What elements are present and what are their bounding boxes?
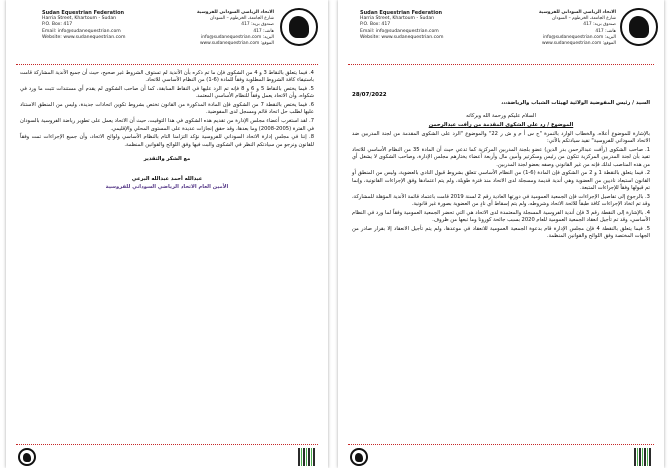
paragraph: 3. بالرجوع إلى تفاصيل الإجراءات فإن الجمعية العمومية في دورتها العادية رقم 2 لسنة 2019 قامت باعتماد قائمة الأندية المؤهلة للمشاركة، وقد تم اتخاذ الإجراءات كافة طبقاً للائحة الاتحاد وشروطه، ولم يتم إسقاط أي نادٍ من العضوية بصورة غير قانونية. xyxy=(352,193,650,208)
footer-divider xyxy=(348,444,654,445)
paragraph: 2. فيما يتعلق بالنقطة 1 و 2 من الشكوى فإن المادة (6-1) من النظام الأساسي تتعلق بشروط قبول النادي بالعضوية، وليس من المنطق أو القانون استبعاد ناديين من العضوية وهي أندية قديمة ومسجلة لدى الاتحاد منذ فترة طويلة، ولم يتم اعتمادها وفق الإجراءات القانونية، وإنما تم قبولها وفقاً للإجراءات المتبعة. xyxy=(352,170,650,191)
addressee: السيد / رئيس المفوضية الولائية لهيئات الشباب والرياضة،،، xyxy=(501,100,650,106)
email-ar: البريد: info@sudanequestrian.com xyxy=(201,34,274,40)
phone-ar: هاتف: 417 xyxy=(253,28,274,34)
federation-name-en: Sudan Equestrian Federation xyxy=(42,10,125,16)
federation-name-ar: الاتحاد الرياضي السوداني للفروسية xyxy=(197,10,274,15)
website-ar: الموقع: www.sudanequestrian.com xyxy=(199,41,274,47)
letterhead xyxy=(342,6,660,66)
federation-name-en: Sudan Equestrian Federation xyxy=(360,10,443,16)
greeting: السلام عليكم ورحمة الله وبركاته xyxy=(466,113,536,120)
letterhead-english xyxy=(360,10,490,41)
signatory-org: الاتحاد الرياضي السوداني للفروسية xyxy=(105,183,197,190)
federation-name-ar: الاتحاد الرياضي السوداني للفروسية xyxy=(539,10,616,15)
letter-footer xyxy=(338,440,664,468)
paragraph: 5. فيما يختص بالنقاط 5 و 6 و 8 فإنه تم الرد عليها في النقاط السابقة، كما أن صاحب الشكوى لم يقدم أي مستندات تثبت ما ورد في شكواه، وأن الاتحاد يعمل وفقاً للنظام الأساسي المعتمد. xyxy=(20,86,314,100)
letterhead xyxy=(10,6,324,66)
paragraph: 6. فيما يختص بالنقطة 7 من الشكوى فإن المادة المذكورة من القانون تختص بشروط تكوين اتحادات جديدة، وليس من المنطق الاستناد عليها لطلب حل اتحاد قائم ومسجل لدى المفوضية. xyxy=(20,102,314,116)
address-en: Harria Street, Khartoum - Sudan xyxy=(360,16,435,22)
website-ar: الموقع: www.sudanequestrian.com xyxy=(541,41,616,47)
signatory-title: الأمين العام xyxy=(198,183,229,190)
letterhead-english xyxy=(42,10,152,41)
paragraph: 1. صاحب الشكوى (رأفت عبدالرحمن بدر الدين) عضو بلجنة المدربين المركزية كما تدعي حيث أن المادة 35 من النظام الأساسي للاتحاد تفيد بأن لجنة المدربين المركزية تتكون من رئيس وسكرتير وأمين مال وأربعة أعضاء يختارهم مجلس الإدارة، وصاحب الشكوى لا يشغل أي من هذه المناصب لذلك فإنه من غير القانوني وصفه بعضو لجنة المدربين. xyxy=(352,146,650,168)
website-en: Website: www.sudanequestrian.com xyxy=(42,34,126,40)
paragraph: 4. بالإشارة إلى النقطة رقم 3 فإن أندية الفروسية المسجلة والمعتمدة لدى الاتحاد هي التي تحضر الجمعية العمومية وفقاً لما ورد في النظام الأساسي، وقد تم تأجيل انعقاد الجمعية العمومية للعام 2020 بسبب جائحة كورونا وما تبعها من ظروف. xyxy=(352,209,650,224)
pobox-ar: صندوق بريد: 417 xyxy=(241,22,274,28)
footer-divider xyxy=(16,444,318,445)
paragraph: بالإشارة للموضوع أعلاه، والخطاب الوارد بالنمرة "ج س أ م و ش ر 22" والموضوع "الرد على الشكوى المقدمة من لجنة المدربين ضد الاتحاد السوداني للفروسية" نفيد سيادتكم بالآتي: xyxy=(352,130,650,145)
letter-footer xyxy=(6,440,328,468)
horse-logo-icon xyxy=(620,8,658,46)
email-ar: البريد: info@sudanequestrian.com xyxy=(543,34,616,40)
header-divider xyxy=(348,64,654,65)
pobox-en: P.O. Box: 417 xyxy=(42,22,73,28)
closing: مع الشكر والتقدير xyxy=(143,155,191,162)
website-en: Website: www.sudanequestrian.com xyxy=(360,34,444,40)
paragraph: 4. فيما يتعلق بالنقاط 3 و 4 من الشكوى فإن ما تم ذكره بأن الأندية لم تستوف الشروط غير صحيح، حيث أن جميع الأندية المشاركة قامت باستيفاء كافة الشروط المطلوبة وفقاً للمادة (6-1) من النظام الأساسي للاتحاد. xyxy=(20,70,314,84)
address-en: Harria Street, Khartoum - Sudan xyxy=(42,16,117,22)
footer-logo-icon xyxy=(350,448,368,466)
paragraph: 5. فيما يتعلق بالنقطة 4 فإن مجلس الإدارة قام بدعوة الجمعية العمومية للانعقاد في موعدها، ولم يتم تأجيل الانعقاد إلا بقرار صادر من الجهات المختصة وفق اللوائح والقوانين المنظمة. xyxy=(352,225,650,240)
qr-code-icon xyxy=(298,448,316,466)
letter-page-2 xyxy=(6,0,328,468)
pobox-ar: صندوق بريد: 417 xyxy=(583,22,616,28)
phone-ar: هاتف: 417 xyxy=(595,28,616,34)
signature-block xyxy=(20,155,314,191)
qr-code-icon xyxy=(634,448,652,466)
footer-logo-icon xyxy=(18,448,36,466)
email-en: Email: info@sudanequestrian.com xyxy=(42,28,121,34)
letterhead-arabic xyxy=(496,10,616,47)
address-ar: شارع الجامعة، الخرطوم – السودان xyxy=(210,16,274,22)
letter-body xyxy=(352,100,650,242)
address-ar: شارع الجامعة، الخرطوم – السودان xyxy=(552,16,616,22)
subject-line: الموضوع / رد على الشكوى المقدمة من رأفت عبدالرحمن xyxy=(428,122,574,129)
paragraph: 8. إننا في مجلس إدارة الاتحاد السوداني للفروسية نؤكد التزامنا التام بالنظام الأساسي ولوائح الاتحاد، وأن جميع الإجراءات تمت وفقاً للقانون ونرجو من سيادتكم النظر في الشكوى والبت فيها وفق اللوائح والقوانين المنظمة. xyxy=(20,134,314,148)
pobox-en: P.O. Box: 417 xyxy=(360,22,391,28)
letterhead-arabic xyxy=(154,10,274,47)
email-en: Email: info@sudanequestrian.com xyxy=(360,28,439,34)
signatory-name: عبدالله أحمد عبدالله البرعي xyxy=(131,175,203,182)
letter-body xyxy=(20,70,314,191)
letter-page-1 xyxy=(338,0,664,468)
horse-logo-icon xyxy=(280,8,318,46)
letter-date: 28/07/2022 xyxy=(352,92,387,98)
paragraph: 7. لقد استغرب أعضاء مجلس الإدارة من تقديم هذه الشكوى في هذا التوقيت، حيث أن الاتحاد يعمل على تطوير رياضة الفروسية بالسودان في الفترة (2005-2008) وما بعدها، وقد حقق إنجازات عديدة على المستوى المحلي والإقليمي. xyxy=(20,118,314,132)
header-divider xyxy=(16,64,318,65)
